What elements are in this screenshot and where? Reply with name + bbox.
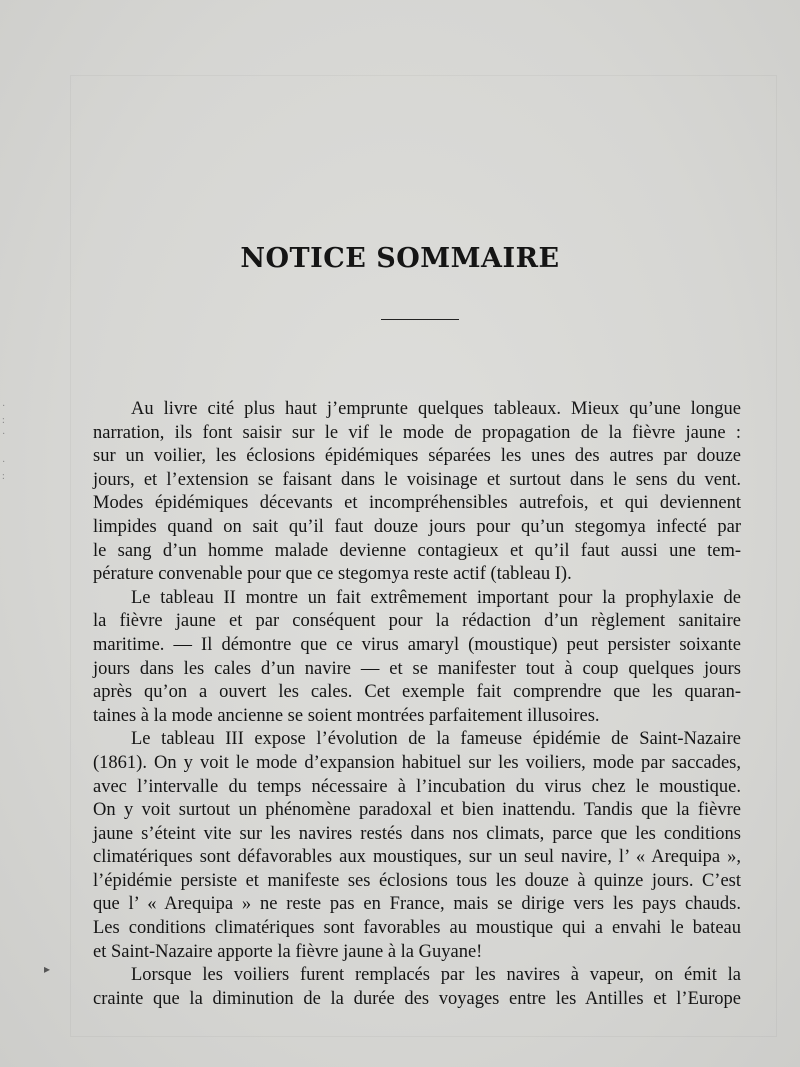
text-line: (1861). On y voit le mode d’expansion habituel sur les voiliers, mode par saccades, [93,752,741,773]
text-line: taines à la mode ancienne se soient montrées parfaitement illusoires. [93,705,600,726]
text-line: après qu’on a ouvert les cales. Cet exemple fait comprendre que les quaran- [93,682,741,703]
text-line: jours, et l’extension se faisant dans le voisinage et surtout dans le sens du vent. [93,469,741,490]
text-line: maritime. — Il démontre que ce virus amaryl (moustique) peut persister soixante [93,634,741,655]
body-text [93,398,741,1011]
text-line: limpides quand on sait qu’il faut douze jours pour qu’un stegomya infecté par [93,516,741,537]
text-line: pérature convenable pour que ce stegomya reste actif (tableau I). [93,564,572,585]
page-title: NOTICE SOMMAIRE [240,243,560,274]
text-line: climatériques sont défavorables aux moustiques, sur un seul navire, l’ « Arequipa », [93,847,741,868]
text-line: la fièvre jaune et par conséquent pour la rédaction d’un règlement sanitaire [93,611,741,632]
text-line: Lorsque les voiliers furent remplacés par les navires à vapeur, on émit la [131,965,741,986]
text-line: Modes épidémiques décevants et incompréhensibles autrefois, et qui deviennent [93,493,741,514]
text-line: Les conditions climatériques sont favorables au moustique qui a envahi le bateau [93,918,741,939]
text-line: l’épidémie persiste et manifeste ses éclosions tous les douze à quinze jours. C’est [93,870,741,891]
margin-dots: · : · · : [2,401,6,482]
text-line: jours dans les cales d’un navire — et se manifester tout à coup quelques jours [93,658,741,679]
text-line: Le tableau II montre un fait extrêmement important pour la prophylaxie de [131,587,741,608]
text-line: le sang d’un homme malade devienne contagieux et qu’il faut aussi une tem- [93,540,741,561]
paragraph-1 [93,398,741,587]
title-rule [381,319,459,320]
paragraph-4 [93,964,741,1011]
paragraph-2 [93,587,741,729]
margin-mark: ▸ [44,962,51,976]
text-line: sur un voilier, les éclosions épidémiques séparées les unes des autres par douze [93,446,741,467]
text-line: Le tableau III expose l’évolution de la fameuse épidémie de Saint-Nazaire [131,729,741,750]
text-line: On y voit surtout un phénomène paradoxal et bien inattendu. Tandis que la fièvre [93,800,741,821]
text-line: et Saint-Nazaire apporte la fièvre jaune à la Guyane! [93,941,483,962]
text-line: narration, ils font saisir sur le vif le mode de propagation de la fièvre jaune : [93,422,741,443]
text-line: que l’ « Arequipa » ne reste pas en France, mais se dirige vers les pays chauds. [93,894,741,915]
text-line: jaune s’éteint vite sur les navires restés dans nos climats, parce que les conditions [93,823,741,844]
paragraph-3 [93,728,741,964]
text-line: crainte que la diminution de la durée des voyages entre les Antilles et l’Europe [93,988,741,1009]
text-line: Au livre cité plus haut j’emprunte quelques tableaux. Mieux qu’une longue [131,399,741,419]
text-line: avec l’intervalle du temps nécessaire à l’incubation du virus chez le moustique. [93,776,741,797]
